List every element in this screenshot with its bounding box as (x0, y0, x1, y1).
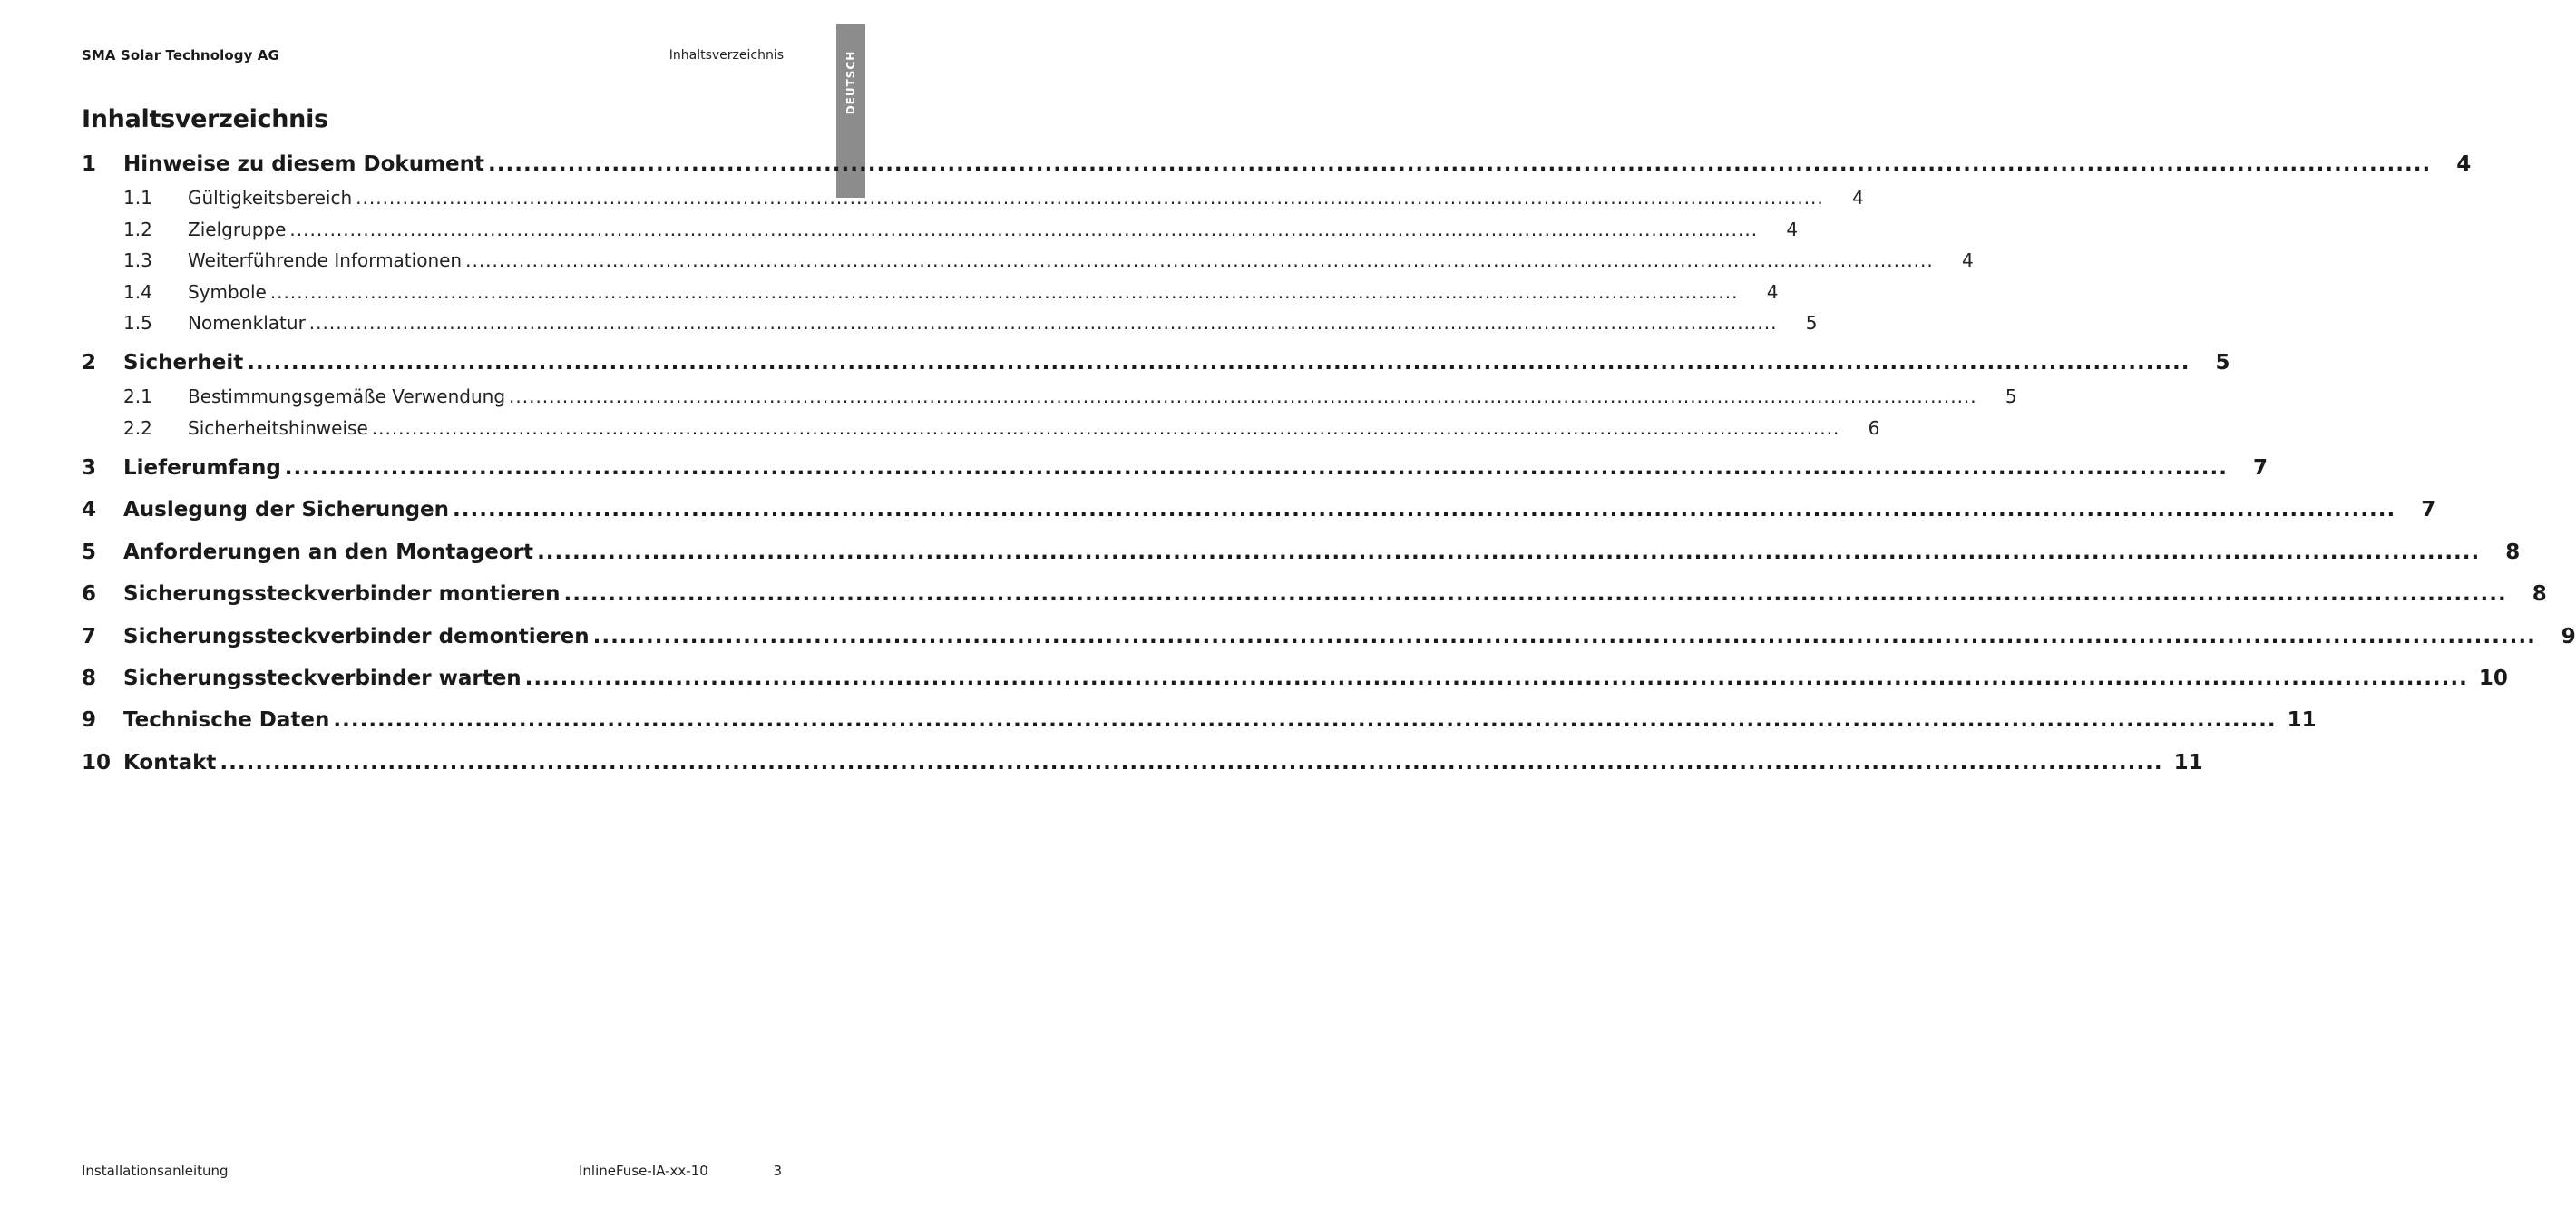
toc-entry-label: Weiterführende Informationen (188, 249, 463, 271)
toc-entry-label: Bestimmungsgemäße Verwendung (188, 385, 506, 407)
toc-entry-page: 11 (2173, 751, 2203, 775)
toc-entry[interactable] (82, 582, 2547, 611)
toc-entry[interactable] (82, 249, 1974, 275)
toc-entry-number: 1.1 (123, 187, 152, 209)
toc-entry-number: 1.3 (123, 249, 152, 271)
toc-entry-page: 8 (2532, 582, 2547, 606)
toc-entry-page: 10 (2478, 667, 2508, 690)
toc-entry-label: Lieferumfang (123, 456, 281, 480)
footer-manual-type: Installationsanleitung (82, 1163, 229, 1179)
toc-entry[interactable] (82, 751, 2203, 780)
toc-entry-label: Nomenklatur (188, 312, 306, 334)
toc-entry-page: 7 (2253, 456, 2269, 480)
toc-entry-page: 5 (1805, 312, 1818, 334)
toc-entry[interactable] (82, 456, 2269, 485)
page-title: Inhaltsverzeichnis (82, 105, 328, 133)
toc-entry-number: 8 (82, 667, 97, 690)
toc-entry-label: Symbole (188, 281, 267, 303)
toc-entry[interactable] (82, 187, 1864, 212)
toc-dot-leader: ............................................................................................................................................................................................................................ (269, 281, 1739, 303)
toc-dot-leader: ............................................................................................................................................................................................................................ (453, 498, 2396, 521)
language-tab-label: DEUTSCH (844, 50, 857, 115)
toc-dot-leader: ............................................................................................................................................................................................................................ (488, 152, 2432, 176)
toc-entry-number: 6 (82, 582, 97, 606)
toc-entry-label: Sicherungssteckverbinder montieren (123, 582, 561, 606)
toc-entry-label: Sicherungssteckverbinder demontieren (123, 625, 590, 648)
toc-entry-number: 1.4 (123, 281, 152, 303)
toc-entry-label: Kontakt (123, 751, 217, 775)
toc-entry-page: 11 (2287, 708, 2317, 732)
toc-entry-page: 4 (1962, 249, 1974, 271)
toc-entry-number: 1.2 (123, 219, 152, 240)
toc-entry[interactable] (82, 351, 2230, 380)
toc-entry-number: 4 (82, 498, 97, 521)
toc-dot-leader: ............................................................................................................................................................................................................................ (333, 708, 2277, 732)
toc-entry-page: 4 (1852, 187, 1864, 209)
toc-dot-leader: ............................................................................................................................................................................................................................ (284, 456, 2229, 480)
toc-entry-page: 4 (1766, 281, 1779, 303)
toc-entry-number: 3 (82, 456, 97, 480)
toc-entry-page: 7 (2421, 498, 2436, 521)
toc-dot-leader: ............................................................................................................................................................................................................................ (509, 385, 1977, 407)
toc-entry-number: 7 (82, 625, 97, 648)
toc-entry-number: 5 (82, 541, 97, 564)
toc-entry-label: Zielgruppe (188, 219, 287, 240)
toc-dot-leader: ............................................................................................................................................................................................................................ (524, 667, 2468, 690)
toc-entry-label: Hinweise zu diesem Dokument (123, 152, 485, 176)
toc-dot-leader: ............................................................................................................................................................................................................................ (289, 219, 1759, 240)
toc-entry[interactable] (82, 385, 2017, 411)
toc-entry-label: Anforderungen an den Montageort (123, 541, 534, 564)
toc-entry-label: Auslegung der Sicherungen (123, 498, 450, 521)
toc-entry-page: 9 (2561, 625, 2576, 648)
toc-entry-label: Sicherheitshinweise (188, 417, 368, 439)
toc-entry[interactable] (82, 625, 2576, 654)
toc-entry-page: 4 (2456, 152, 2472, 176)
toc-entry[interactable] (82, 312, 1818, 337)
toc-dot-leader: ............................................................................................................................................................................................................................ (220, 751, 2163, 775)
toc-dot-leader: ............................................................................................................................................................................................................................ (537, 541, 2481, 564)
toc-entry-page: 5 (2005, 385, 2017, 407)
toc-entry[interactable] (82, 708, 2317, 737)
toc-entry[interactable] (82, 667, 2508, 696)
toc-entry-label: Sicherheit (123, 351, 244, 375)
toc-entry-label: Technische Daten (123, 708, 330, 732)
header-section-title: Inhaltsverzeichnis (668, 48, 784, 63)
toc-dot-leader: ............................................................................................................................................................................................................................ (247, 351, 2191, 375)
toc-entry-number: 2.1 (123, 385, 152, 407)
toc-entry-label: Gültigkeitsbereich (188, 187, 353, 209)
toc-dot-leader: ............................................................................................................................................................................................................................ (308, 312, 1778, 334)
toc-dot-leader: ............................................................................................................................................................................................................................ (356, 187, 1824, 209)
toc-entry-number: 1 (82, 152, 97, 176)
footer-document-id: InlineFuse-IA-xx-10 (579, 1163, 708, 1179)
toc-entry[interactable] (82, 219, 1799, 244)
toc-dot-leader: ............................................................................................................................................................................................................................ (465, 249, 1934, 271)
toc-entry[interactable] (82, 281, 1779, 307)
toc-entry[interactable] (82, 541, 2521, 570)
toc-entry-number: 1.5 (123, 312, 152, 334)
toc-entry-page: 5 (2215, 351, 2230, 375)
toc-entry[interactable] (82, 417, 1880, 443)
toc-entry-number: 2 (82, 351, 97, 375)
toc-entry-page: 4 (1786, 219, 1799, 240)
toc-entry[interactable] (82, 498, 2436, 527)
toc-entry-page: 8 (2505, 541, 2521, 564)
toc-dot-leader: ............................................................................................................................................................................................................................ (563, 582, 2507, 606)
toc-dot-leader: ............................................................................................................................................................................................................................ (371, 417, 1840, 439)
toc-entry-number: 10 (82, 751, 112, 775)
toc-entry-page: 6 (1868, 417, 1880, 439)
toc-entry-number: 2.2 (123, 417, 152, 439)
toc-entry-number: 9 (82, 708, 97, 732)
toc-entry-label: Sicherungssteckverbinder warten (123, 667, 522, 690)
header-company: SMA Solar Technology AG (82, 47, 279, 63)
toc-dot-leader: ............................................................................................................................................................................................................................ (592, 625, 2536, 648)
footer-page-number: 3 (773, 1163, 782, 1179)
toc-entry[interactable] (82, 152, 2472, 181)
